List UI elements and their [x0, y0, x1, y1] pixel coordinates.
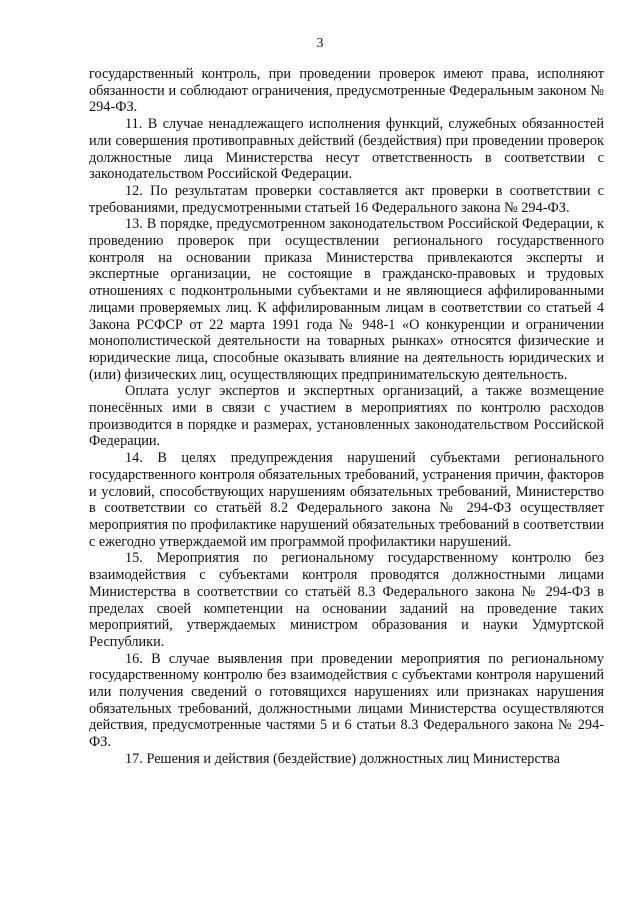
document-body: [89, 66, 604, 768]
paragraph-13-payment: Оплата услуг экспертов и экспертных организаций, а также возмещение понесённых ими в связи с участием в мероприятиях по контролю расходов производится в порядке и размерах, установленных законодательством Российской Федерации.: [89, 383, 604, 450]
paragraph-12: 12. По результатам проверки составляется акт проверки в соответствии с требованиями, предусмотренными статьей 16 Федерального закона № 294-ФЗ.: [89, 182, 604, 216]
paragraph-14: 14. В целях предупреждения нарушений субъектами регионального государственного контроля обязательных требований, устранения причин, факторов и условий, способствующих нарушениям обязательных требований, Министерство в соответствии со статьёй 8.2 Федерального закона № 294-ФЗ осуществляет мероприятия по профилактике нарушений обязательных требований в соответствии с ежегодно утверждаемой им программой профилактики нарушений.: [89, 450, 604, 550]
paragraph-13: 13. В порядке, предусмотренном законодательством Российской Федерации, к проведению проверок при осуществлении регионального государственного контроля на основании приказа Министерства привлекаются эксперты и экспертные организации, не состоящие в гражданско-правовых и трудовых отношениях с подконтрольными субъектами и не являющиеся аффилированными лицами проверяемых лиц. К аффилированным лицам в соответствии со статьей 4 Закона РСФСР от 22 марта 1991 года № 948-1 «О конкуренции и ограничении монополистической деятельности на товарных рынках» относятся физические и юридические лица, способные оказывать влияние на деятельность юридических и (или) физических лиц, осуществляющих предпринимательскую деятельность.: [89, 216, 604, 383]
page-number: 3: [316, 36, 324, 51]
paragraph-15: 15. Мероприятия по региональному государственному контролю без взаимодействия с субъектами контроля проводятся должностными лицами Министерства в соответствии со статьёй 8.3 Федерального закона № 294-ФЗ в пределах своей компетенции на основании заданий на проведение таких мероприятий, утверждаемых министром образования и науки Удмуртской Республики.: [89, 550, 604, 650]
paragraph-17: 17. Решения и действия (бездействие) должностных лиц Министерства: [125, 750, 560, 767]
paragraph-11: 11. В случае ненадлежащего исполнения функций, служебных обязанностей или совершения противоправных действий (бездействия) при проведении проверок должностные лица Министерства несут ответственность в соответствии с законодательством Российской Федерации.: [89, 116, 604, 183]
paragraph-16: 16. В случае выявления при проведении мероприятия по региональному государственному контролю без взаимодействия с субъектами контроля нарушений или получения сведений о готовящихся нарушениях или признаках нарушения обязательных требований, должностными лицами Министерства осуществляются действия, предусмотренные частями 5 и 6 статьи 8.3 Федерального закона № 294-ФЗ.: [89, 650, 604, 751]
paragraph-continuation: государственный контроль, при проведении проверок имеют права, исполняют обязанности и соблюдают ограничения, предусмотренные Федеральным законом № 294-ФЗ.: [89, 66, 604, 116]
